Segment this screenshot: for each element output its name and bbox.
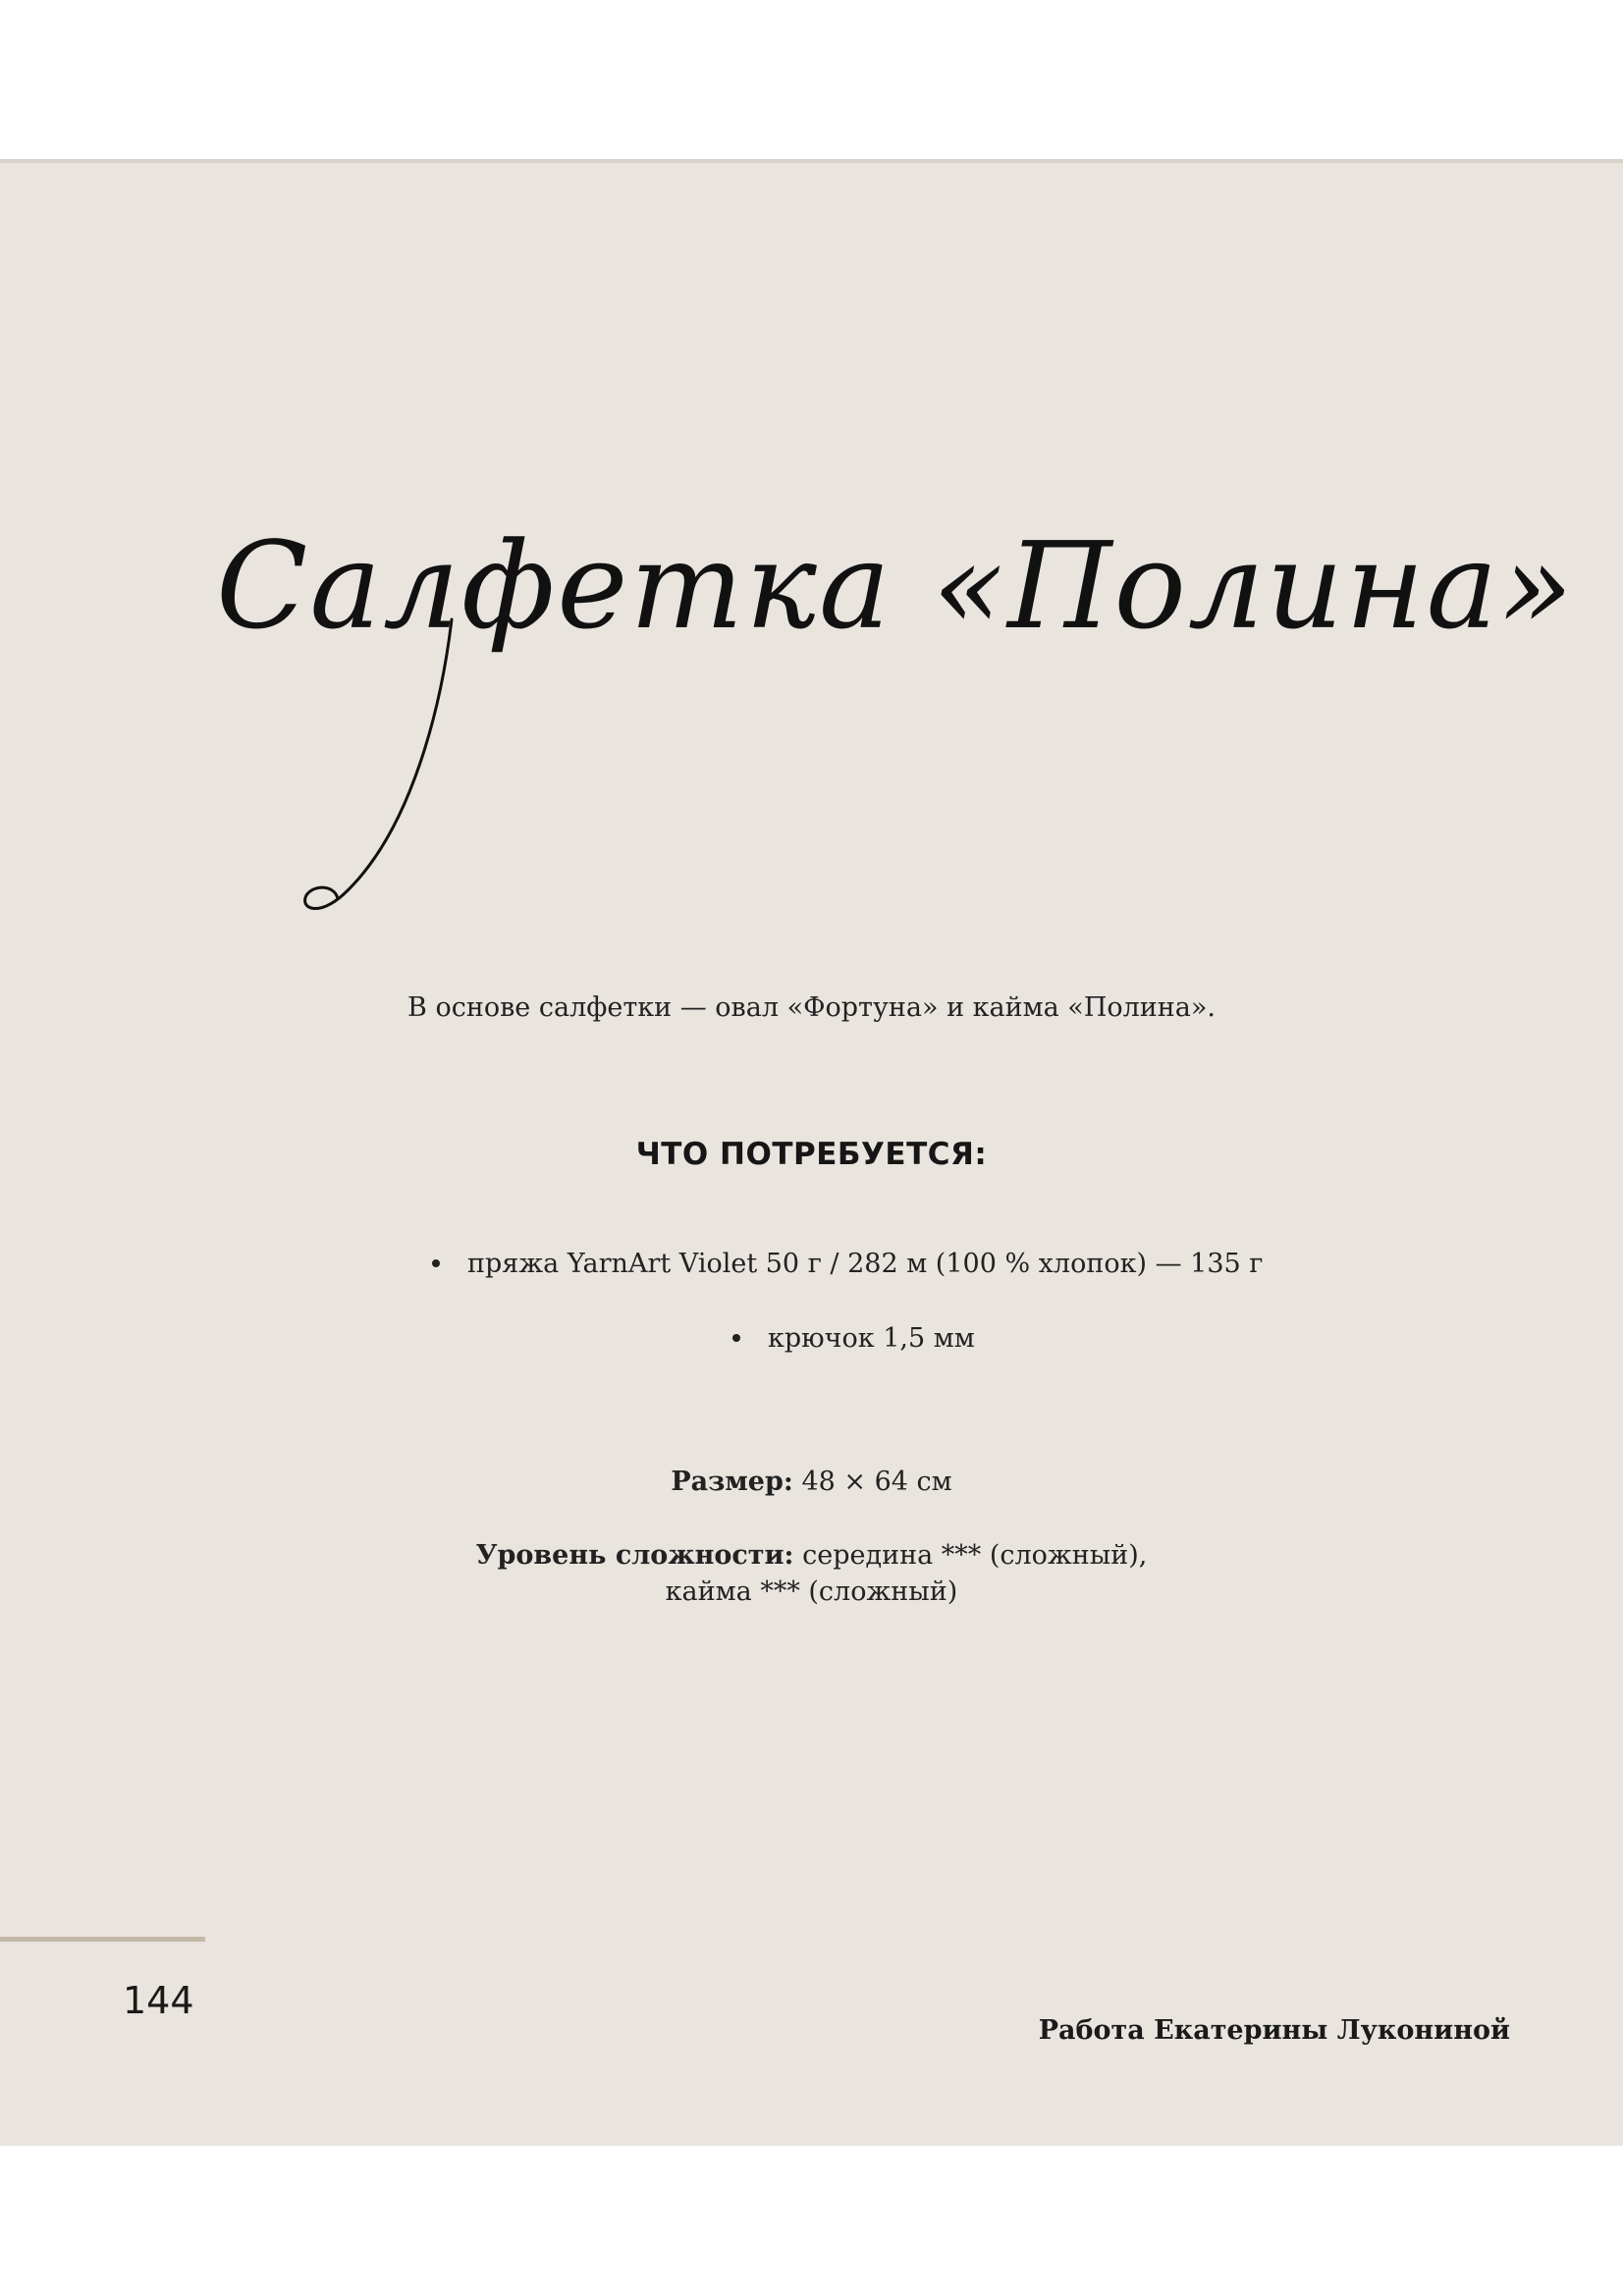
materials-list-item [432,1249,1263,1279]
size-label: Размер: [671,1467,793,1497]
difficulty-value-line1: середина *** (сложный), [802,1540,1148,1571]
intro-text: В основе салфетки — овал «Фортуна» и кайма «Полина». [407,992,1216,1023]
difficulty-spec [0,1537,1623,1610]
materials-heading: ЧТО ПОТРЕБУЕТСЯ: [635,1137,988,1172]
page-number-rule [0,1937,205,1942]
size-value: 48 × 64 см [801,1467,952,1497]
difficulty-label: Уровень сложности: [475,1540,794,1571]
book-page [0,159,1623,2146]
size-spec [0,1467,1623,1497]
difficulty-value-line2: кайма *** (сложный) [665,1576,958,1607]
bullet-icon [732,1334,740,1342]
page-number: 144 [123,1979,194,2022]
page-title: Салфетка «Полина» [216,516,1575,656]
author-credit: Работа Екатерины Лукониной [1038,2015,1510,2046]
materials-list-item [732,1323,975,1354]
title-flourish [295,614,687,968]
material-text: пряжа YarnArt Violet 50 г / 282 м (100 % хлопок) — 135 г [467,1249,1264,1279]
bullet-icon [432,1259,440,1267]
material-text: крючок 1,5 мм [768,1323,975,1354]
